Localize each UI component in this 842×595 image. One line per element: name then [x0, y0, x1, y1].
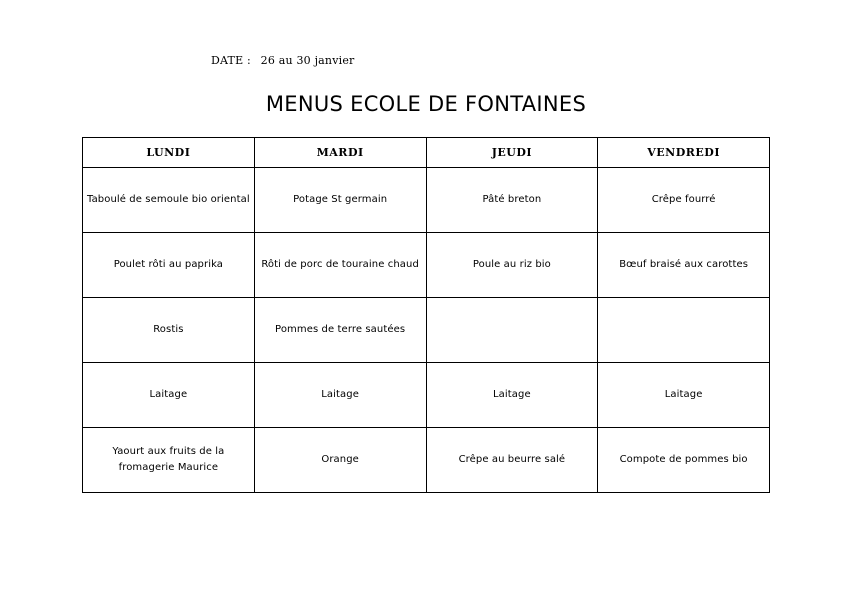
- date-line: [211, 54, 355, 67]
- table-row: [83, 233, 770, 298]
- table-cell: Laitage: [83, 363, 255, 428]
- table-cell: Crêpe fourré: [598, 168, 770, 233]
- table-header-row: [83, 138, 770, 168]
- page-title: MENUS ECOLE DE FONTAINES: [265, 92, 587, 116]
- table-cell: Poulet rôti au paprika: [83, 233, 255, 298]
- table-cell: Compote de pommes bio: [598, 428, 770, 493]
- column-header-mardi: MARDI: [254, 138, 426, 168]
- table-cell: [426, 298, 598, 363]
- table-cell: Laitage: [598, 363, 770, 428]
- table-cell: Potage St germain: [254, 168, 426, 233]
- menu-table: [82, 137, 770, 493]
- table-cell: Laitage: [254, 363, 426, 428]
- table-row: [83, 363, 770, 428]
- table-cell: Bœuf braisé aux carottes: [598, 233, 770, 298]
- table-row: [83, 298, 770, 363]
- table-cell: Pommes de terre sautées: [254, 298, 426, 363]
- table-cell: Orange: [254, 428, 426, 493]
- table-cell: Crêpe au beurre salé: [426, 428, 598, 493]
- table-row: [83, 168, 770, 233]
- table-cell: Poule au riz bio: [426, 233, 598, 298]
- column-header-jeudi: JEUDI: [426, 138, 598, 168]
- table-cell: Rostis: [83, 298, 255, 363]
- table-cell: Yaourt aux fruits de la fromagerie Maurice: [83, 428, 255, 493]
- table-cell: Rôti de porc de touraine chaud: [254, 233, 426, 298]
- table-cell: [598, 298, 770, 363]
- date-label: DATE :: [211, 54, 251, 67]
- column-header-vendredi: VENDREDI: [598, 138, 770, 168]
- table-cell: Laitage: [426, 363, 598, 428]
- column-header-lundi: LUNDI: [83, 138, 255, 168]
- date-value: 26 au 30 janvier: [260, 54, 355, 67]
- table-cell: Taboulé de semoule bio oriental: [83, 168, 255, 233]
- table-cell: Pâté breton: [426, 168, 598, 233]
- table-row: [83, 428, 770, 493]
